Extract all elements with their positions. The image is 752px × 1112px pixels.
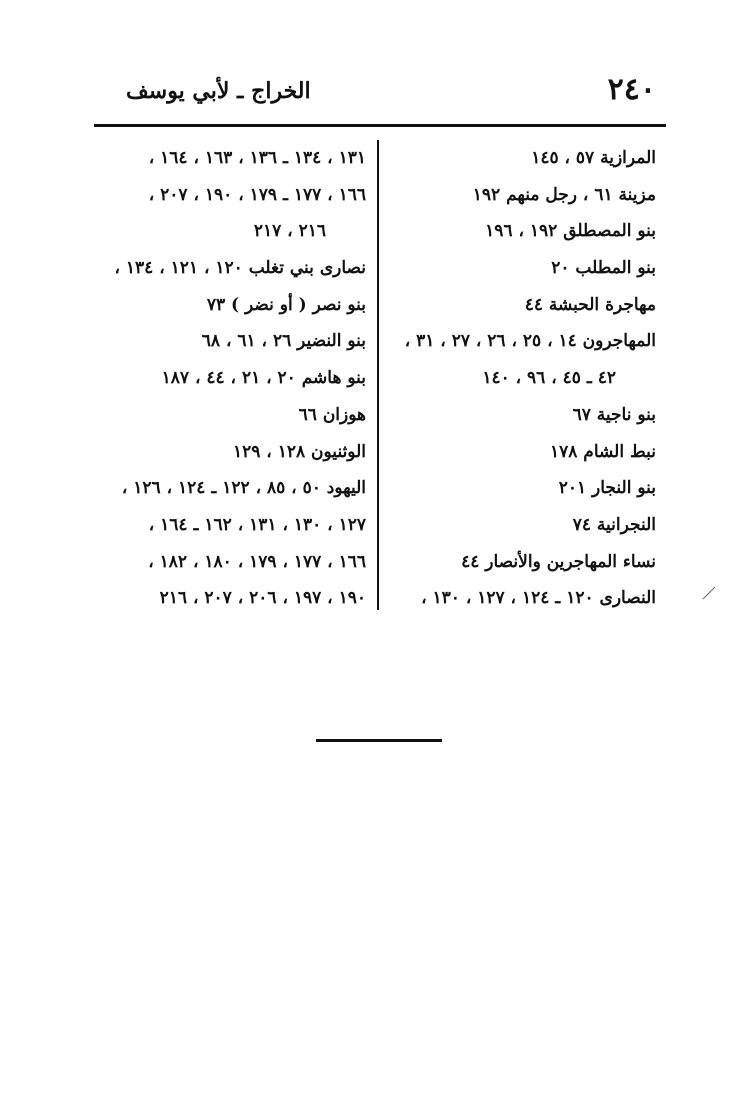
index-entry: مهاجرة الحبشة ٤٤ bbox=[524, 294, 656, 315]
index-entry-continuation: ١٦٦ ، ١٧٧ ـ ١٧٩ ، ١٩٠ ، ٢٠٧ ، bbox=[148, 184, 366, 205]
index-entry: المهاجرون ١٤ ، ٢٥ ، ٢٦ ، ٢٧ ، ٣١ ، bbox=[404, 331, 656, 352]
index-entry-continuation: ٢١٦ ، ٢١٧ bbox=[253, 221, 326, 242]
index-entry-continuation: ١٩٠ ، ١٩٧ ، ٢٠٦ ، ٢٠٧ ، ٢١٦ bbox=[159, 588, 366, 609]
index-entry: بنو المصطلق ١٩٢ ، ١٩٦ bbox=[485, 221, 656, 242]
index-entry-continuation: ٤٢ ـ ٤٥ ، ٩٦ ، ١٤٠ bbox=[482, 368, 616, 389]
index-entry: هوزان ٦٦ bbox=[298, 404, 366, 425]
index-entry-continuation: ١٢٧ ، ١٣٠ ، ١٣١ ، ١٦٢ ـ ١٦٤ ، bbox=[148, 514, 366, 535]
header-rule bbox=[94, 124, 666, 127]
index-entry: النجرانية ٧٤ bbox=[572, 514, 656, 535]
index-entry: اليهود ٥٠ ، ٨٥ ، ١٢٢ ـ ١٢٤ ، ١٢٦ ، bbox=[121, 478, 366, 499]
index-entry: النصارى ١٢٠ ـ ١٢٤ ، ١٢٧ ، ١٣٠ ، bbox=[421, 588, 656, 609]
index-entry: نساء المهاجرين والأنصار ٤٤ bbox=[461, 551, 656, 572]
index-entry-continuation: ١٣١ ، ١٣٤ ـ ١٣٦ ، ١٦٣ ، ١٦٤ ، bbox=[148, 148, 366, 168]
index-entry: بنو هاشم ٢٠ ، ٢١ ، ٤٤ ، ١٨٧ bbox=[161, 368, 366, 389]
index-entry: المرازية ٥٧ ، ١٤٥ bbox=[531, 148, 656, 168]
running-title: الخراج ـ لأبي يوسف bbox=[126, 78, 311, 104]
end-rule bbox=[316, 739, 442, 742]
index-entry: بنو نصر ( أو نضر ) ٧٣ bbox=[206, 294, 366, 315]
page-header bbox=[96, 72, 656, 116]
page-number: ٢٤٠ bbox=[607, 72, 656, 107]
index-column-left bbox=[76, 140, 366, 617]
index-entry: الوثنيون ١٢٨ ، ١٢٩ bbox=[232, 441, 366, 462]
index-entry: مزينة ٦١ ، رجل منهم ١٩٢ bbox=[472, 184, 656, 205]
index-column-right bbox=[376, 140, 656, 617]
index-entry: نصارى بني تغلب ١٢٠ ، ١٢١ ، ١٣٤ ، bbox=[114, 258, 366, 279]
index-entry-continuation: ١٦٦ ، ١٧٧ ، ١٧٩ ، ١٨٠ ، ١٨٢ ، bbox=[148, 551, 366, 572]
index-entry: نبط الشام ١٧٨ bbox=[549, 441, 656, 462]
index-entry: بنو النجار ٢٠١ bbox=[558, 478, 656, 499]
index-entry: بنو المطلب ٢٠ bbox=[551, 258, 656, 279]
index-entry: بنو ناجية ٦٧ bbox=[572, 404, 656, 425]
margin-mark bbox=[702, 586, 716, 600]
index-entry: بنو النضير ٢٦ ، ٦١ ، ٦٨ bbox=[201, 331, 366, 352]
